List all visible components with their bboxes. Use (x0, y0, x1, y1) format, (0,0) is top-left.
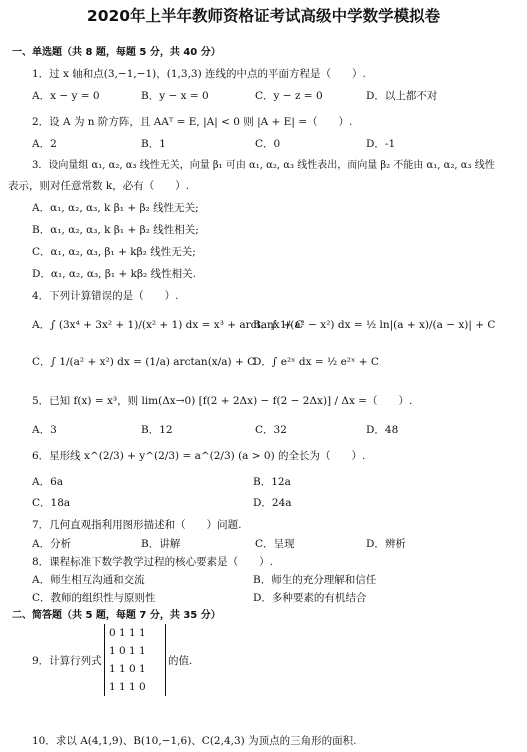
q6-option-b: B．12a (253, 476, 291, 488)
q7-option-a: A．分析 (32, 538, 72, 550)
q9-prefix: 9．计算行列式 (32, 655, 102, 667)
q8-option-a: A．师生相互沟通和交流 (32, 574, 145, 586)
determinant-row: 0 1 1 1 (109, 627, 146, 639)
q7-option-d: D．辨析 (366, 538, 406, 550)
q7-option-b: B．讲解 (141, 538, 181, 550)
section-1-header: 一、单选题（共 8 题，每题 5 分，共 40 分） (12, 47, 221, 58)
q2-option-a: A．2 (32, 138, 57, 150)
q8-option-b: B．师生的充分理解和信任 (253, 574, 377, 586)
q2-stem: 2．设 A 为 n 阶方阵，且 AAᵀ = E, |A| < 0 则 |A + E| =（ ）. (32, 116, 353, 128)
q7-option-c: C．呈现 (255, 538, 295, 550)
q5-option-b: B．12 (141, 424, 173, 436)
q7-stem: 7．几何直观指利用图形描述和（ ）问题. (32, 519, 242, 531)
q6-option-d: D．24a (253, 497, 292, 509)
q1-stem: 1．过 x 轴和点(3,−1,−1)，(1,3,3) 连线的中点的平面方程是（ ）. (32, 68, 366, 80)
section-2-header: 二、简答题（共 5 题，每题 7 分，共 35 分） (12, 610, 221, 621)
q8-option-d: D．多种要素的有机结合 (253, 592, 367, 604)
q2-option-b: B．1 (141, 138, 166, 150)
determinant-row: 1 0 1 1 (109, 645, 146, 657)
q9-suffix: 的值. (168, 655, 193, 667)
page-title: 2020年上半年教师资格证考试高级中学数学模拟卷 (86, 7, 441, 25)
q10-stem: 10．求以 A(4,1,9)、B(10,−1,6)、C(2,4,3) 为顶点的三角形的面积. (32, 735, 357, 747)
q5-option-d: D．48 (366, 424, 399, 436)
q6-option-a: A．6a (32, 476, 64, 488)
q3-option-a: A．α₁, α₂, α₃, k β₁ + β₂ 线性无关; (32, 202, 199, 214)
determinant-row: 1 1 0 1 (109, 663, 146, 675)
q5-stem: 5．已知 f(x) = x³，则 lim(Δx→0) [f(2 + 2Δx) − f(2 − 2Δx)] / Δx =（ ）. (32, 395, 413, 407)
q5-option-a: A．3 (32, 424, 57, 436)
determinant-row: 1 1 1 0 (109, 681, 146, 693)
q9-determinant (104, 624, 166, 696)
q4-option-b: B．∫ 1/(a² − x²) dx = ½ ln|(a + x)/(a − x)| + C (253, 319, 496, 331)
q8-option-c: C．教师的组织性与原则性 (32, 592, 156, 604)
q4-option-a: A．∫ (3x⁴ + 3x² + 1)/(x² + 1) dx = x³ + arctanx + C (32, 319, 304, 331)
q1-option-c: C．y − z = 0 (255, 90, 323, 102)
q3-option-b: B．α₁, α₂, α₃, k β₁ + β₂ 线性相关; (32, 224, 199, 236)
q3-stem-line-1: 3．设向量组 α₁, α₂, α₃ 线性无关，向量 β₁ 可由 α₁, α₂, α₃ 线性表出，而向量 β₂ 不能由 α₁, α₂, α₃ 线性 (32, 160, 495, 171)
q4-option-c: C．∫ 1/(a² + x²) dx = (1/a) arctan(x/a) + C (32, 356, 256, 368)
q2-option-c: C．0 (255, 138, 281, 150)
q2-option-d: D．-1 (366, 138, 396, 150)
q4-option-d: D．∫ e²ˣ dx = ½ e²ˣ + C (253, 356, 379, 368)
q8-stem: 8．课程标准下数学教学过程的核心要素是（ ）. (32, 556, 274, 568)
q4-stem: 4．下列计算错误的是（ ）. (32, 290, 179, 302)
q3-stem-line-2: 表示，则对任意常数 k，必有（ ）. (8, 180, 190, 192)
q1-option-b: B．y − x = 0 (141, 90, 209, 102)
q6-stem: 6．星形线 x^(2/3) + y^(2/3) = a^(2/3) (a > 0) 的全长为（ ）. (32, 450, 366, 462)
q6-option-c: C．18a (32, 497, 71, 509)
q3-option-c: C．α₁, α₂, α₃, β₁ + kβ₂ 线性无关; (32, 246, 196, 258)
q5-option-c: C．32 (255, 424, 287, 436)
q1-option-a: A．x − y = 0 (32, 90, 100, 102)
q1-option-d: D．以上都不对 (366, 90, 438, 102)
q3-option-d: D．α₁, α₂, α₃, β₁ + kβ₂ 线性相关. (32, 268, 196, 280)
